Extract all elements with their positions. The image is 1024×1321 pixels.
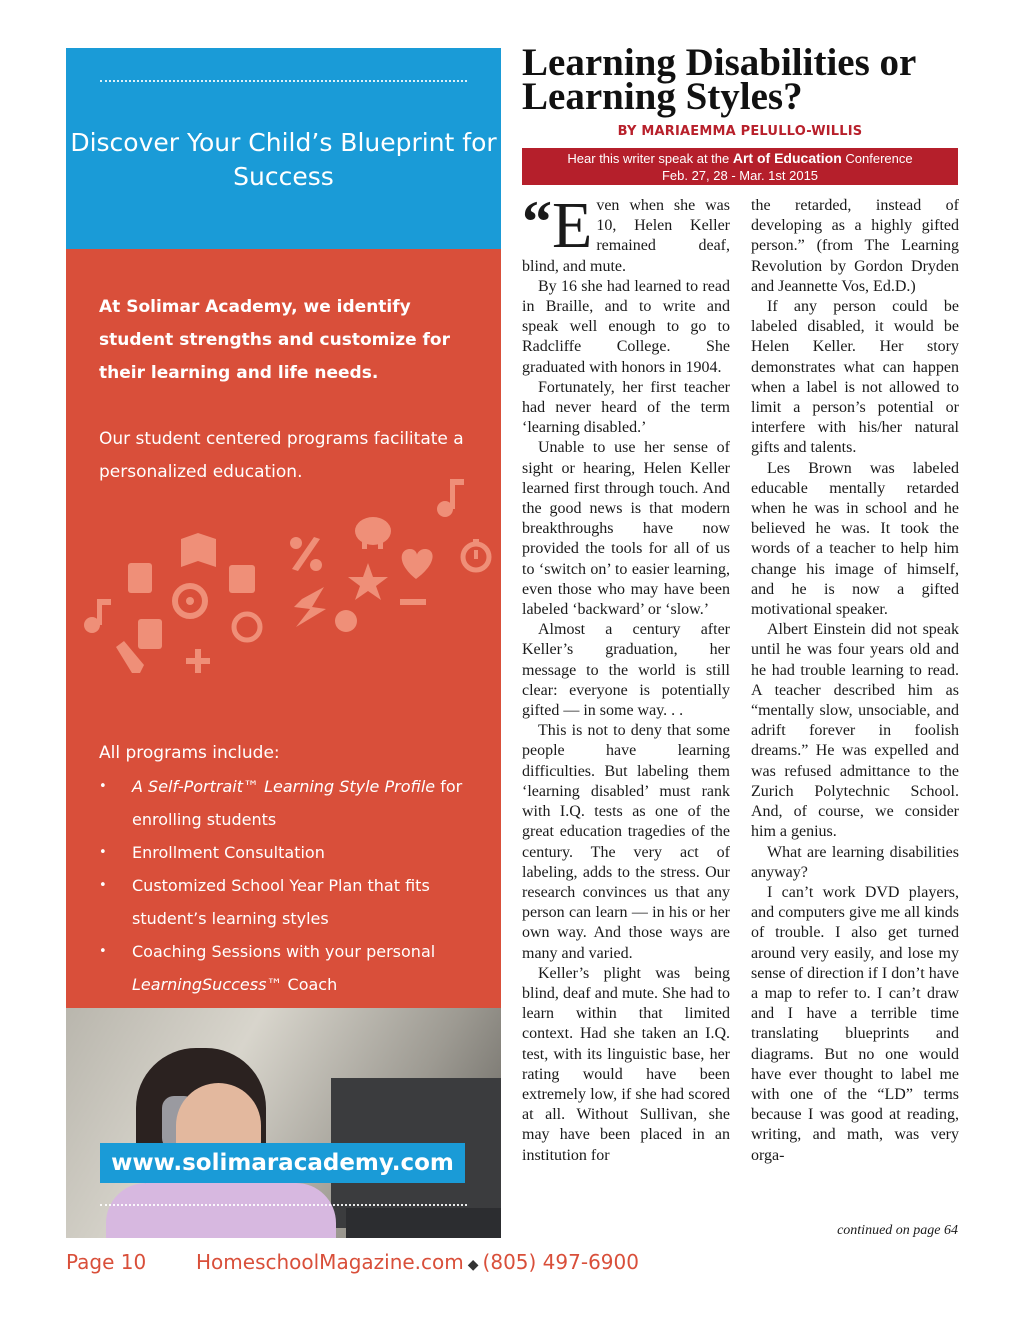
paragraph: Unable to use her sense of sight or hearing, Helen Keller learned first through touch. And the good news is that modern breakthroughs have now provided the tools for all of us to ‘switch on’ to easier learning, even those who may have been labeled ‘backward’ or ‘slow.’	[522, 439, 730, 619]
ad-sub-text: Our student centered programs facilitate a personalized education.	[99, 429, 464, 482]
ad-header-panel	[66, 48, 501, 249]
list-item: • Enrollment Consultation	[99, 836, 479, 869]
paragraph: I can’t work DVD players, and computers give me all kinds of trouble. I also get turned around very easily, and lose my sense of direction if I don’t have a map to refer to. I can’t draw and I have a terrible time translating blueprints and diagrams. But no one would have ever thought to label me with one of the “LD” terms because I was good at reading, writing, and math, was very orga-	[751, 883, 959, 1164]
stopwatch-icon	[463, 539, 489, 570]
includes-title: All programs include:	[99, 743, 280, 763]
footer-website-link[interactable]: HomeschoolMagazine.com	[196, 1250, 464, 1274]
learning-icons-cluster	[66, 479, 501, 689]
footer-site-info	[196, 1250, 639, 1274]
paragraph: By 16 she had learned to read in Braille, and to write and speak well enough to go to Radcliffe College. She graduated with honors in 1904.	[522, 277, 730, 376]
photo-box-icon	[229, 565, 255, 593]
article-column-1	[522, 189, 730, 1166]
article-column-2	[751, 196, 959, 1166]
article-title: Learning Disabilities or Learning Styles?	[522, 41, 916, 118]
ad-body-panel	[66, 249, 501, 1008]
includes-list	[99, 770, 479, 1001]
paragraph: Keller’s plight was being blind, deaf and mute. She had to learn within that limited context. Had she taken an I.Q. test, with its linguistic base, her rating would have been extremely low, if she had scored at all. Without Sullivan, she may have been placed in an institution for	[522, 964, 730, 1164]
footer-phone: (805) 497-6900	[482, 1250, 639, 1274]
star-icon	[348, 563, 388, 600]
disc-icon	[175, 586, 205, 616]
calculator-icon	[138, 619, 162, 649]
paragraph: Albert Einstein did not speak until he was four years old and he had trouble learning to read. A teacher described him as “mentally slow, unsociable, and adrift forever in foolish dreams.” He was expelled and was refused admittance to the Zurich Polytechnic School. And, of course, we consider him a genius.	[751, 621, 959, 841]
drop-cap: “E	[522, 189, 593, 262]
plus-icon	[186, 649, 210, 673]
minus-icon	[400, 599, 426, 605]
map-icon	[181, 533, 216, 567]
article-byline: BY MARIAEMMA PELULLO-WILLIS	[617, 124, 863, 139]
paragraph: If any person could be labeled disabled, it would be Helen Keller. Her story demonstrates what can happen when a label is not allowed to limit a person’s potential or interfere with his/her natural gifts and talents.	[751, 298, 959, 457]
continued-note: continued on page 64	[837, 1223, 958, 1238]
dotted-divider	[100, 1204, 467, 1206]
list-item: • Coaching Sessions with your personal LearningSuccess™ Coach	[99, 935, 479, 1001]
paragraph: Almost a century after Keller’s graduation, her message to the world is still clear: everyone is potentially gifted — in some way. . .	[522, 621, 730, 720]
paragraph: Les Brown was labeled educable mentally retarded when he was in school and he believed he was. It took the words of a teacher to help him change his image of himself, and he is now a gifted motivational speaker.	[751, 459, 959, 619]
ad-lead-text: At Solimar Academy, we identify student strengths and customize for their learning and life needs.	[99, 297, 450, 383]
conference-banner: Hear this writer speak at the Art of Education Conference Feb. 27, 28 - Mar. 1st 2015	[522, 148, 958, 185]
globe-icon	[234, 614, 260, 640]
music-note-left-icon	[84, 599, 111, 633]
user-icon	[335, 610, 357, 632]
page-number: Page 10	[66, 1250, 147, 1274]
paragraph: the retarded, instead of developing as a highly gifted person.” (from The Learning Revolution by Gordon Dryden and Jeannette Vos, Ed.D.)	[751, 197, 959, 295]
paragraph: “E ven when she was 10, Helen Keller remained deaf, blind, and mute.	[522, 189, 730, 275]
list-item: • A Self-Portrait™ Learning Style Profile for enrolling students	[99, 770, 479, 836]
document-icon	[128, 563, 152, 593]
paragraph: This is not to deny that some people have learning difficulties. But labeling them ‘learning disabled’ must rank with I.Q. tests as one of the great education tragedies of the century. The very act of labeling, adds to the stress. Our research convinces us that any person can learn — in his or her own way. And those ways are many and varied.	[522, 722, 730, 962]
paragraph: What are learning disabilities anyway?	[751, 843, 959, 881]
list-item: • Customized School Year Plan that fits student’s learning styles	[99, 869, 479, 935]
paragraph: Fortunately, her first teacher had never heard of the term ‘learning disabled.’	[522, 378, 730, 437]
heart-icon	[402, 549, 433, 579]
ad-website-link[interactable]: www.solimaracademy.com	[100, 1143, 465, 1183]
music-note-icon	[437, 479, 464, 517]
dotted-divider	[100, 80, 467, 82]
piggy-bank-icon	[355, 517, 391, 549]
percent-icon	[290, 537, 322, 571]
ad-headline: Discover Your Child’s Blueprint for Success	[70, 128, 497, 191]
lightning-icon	[294, 587, 326, 627]
diamond-separator-icon: ◆	[467, 1257, 479, 1273]
solimar-academy-ad	[66, 48, 501, 1238]
conference-dates: Feb. 27, 28 - Mar. 1st 2015	[661, 168, 819, 183]
